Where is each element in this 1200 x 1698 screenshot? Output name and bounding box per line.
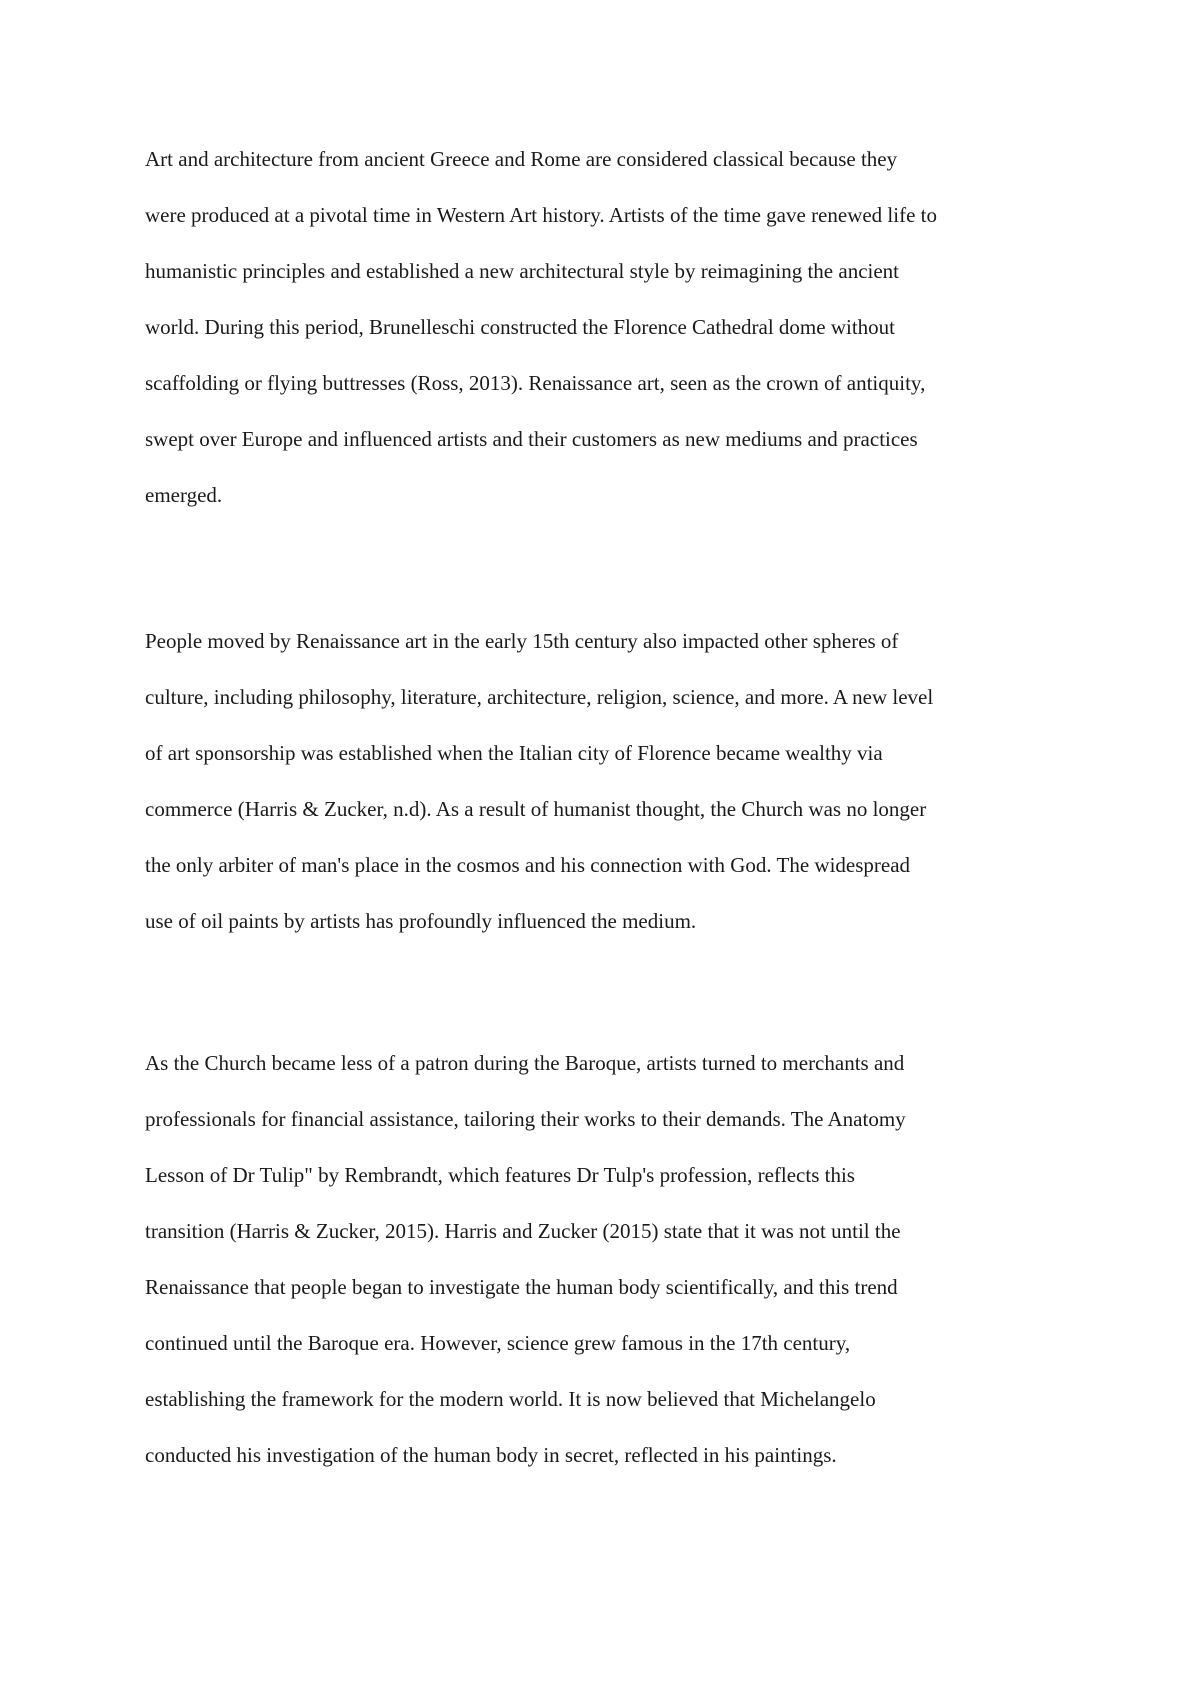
paragraph-line: world. During this period, Brunelleschi constructed the Florence Cathedral dome without <box>145 315 895 339</box>
paragraph-line: scaffolding or flying buttresses (Ross, 2013). Renaissance art, seen as the crown of antiquity, <box>145 371 926 395</box>
paragraph-baroque-patronage <box>145 1035 1085 1483</box>
paragraph-line: Art and architecture from ancient Greece and Rome are considered classical because they <box>145 147 898 171</box>
paragraph-line: professionals for financial assistance, tailoring their works to their demands. The Anatomy <box>145 1107 906 1131</box>
paragraph-line: commerce (Harris & Zucker, n.d). As a result of humanist thought, the Church was no longer <box>145 797 927 821</box>
paragraph-line: As the Church became less of a patron during the Baroque, artists turned to merchants and <box>145 1051 905 1075</box>
paragraph-line: culture, including philosophy, literature, architecture, religion, science, and more. A new level <box>145 685 934 709</box>
paragraph-line: swept over Europe and influenced artists and their customers as new mediums and practices <box>145 427 918 451</box>
paragraph-line: Renaissance that people began to investigate the human body scientifically, and this trend <box>145 1275 898 1299</box>
paragraph-line: People moved by Renaissance art in the early 15th century also impacted other spheres of <box>145 629 899 653</box>
paragraph-classical-art <box>145 131 1085 523</box>
paragraph-line: emerged. <box>145 483 223 507</box>
paragraph-line: transition (Harris & Zucker, 2015). Harris and Zucker (2015) state that it was not until the <box>145 1219 901 1243</box>
paragraph-line: of art sponsorship was established when the Italian city of Florence became wealthy via <box>145 741 883 765</box>
paragraph-renaissance-influence <box>145 613 1085 949</box>
paragraph-line: continued until the Baroque era. However, science grew famous in the 17th century, <box>145 1331 851 1355</box>
paragraph-line: the only arbiter of man's place in the cosmos and his connection with God. The widespread <box>145 853 911 877</box>
paragraph-line: establishing the framework for the modern world. It is now believed that Michelangelo <box>145 1387 876 1411</box>
paragraph-line: use of oil paints by artists has profoundly influenced the medium. <box>145 909 697 933</box>
paragraph-line: conducted his investigation of the human body in secret, reflected in his paintings. <box>145 1443 837 1467</box>
paragraph-line: were produced at a pivotal time in Western Art history. Artists of the time gave renewed life to <box>145 203 938 227</box>
paragraph-line: humanistic principles and established a new architectural style by reimagining the ancient <box>145 259 900 283</box>
paragraph-line: Lesson of Dr Tulip" by Rembrandt, which features Dr Tulp's profession, reflects this <box>145 1163 855 1187</box>
